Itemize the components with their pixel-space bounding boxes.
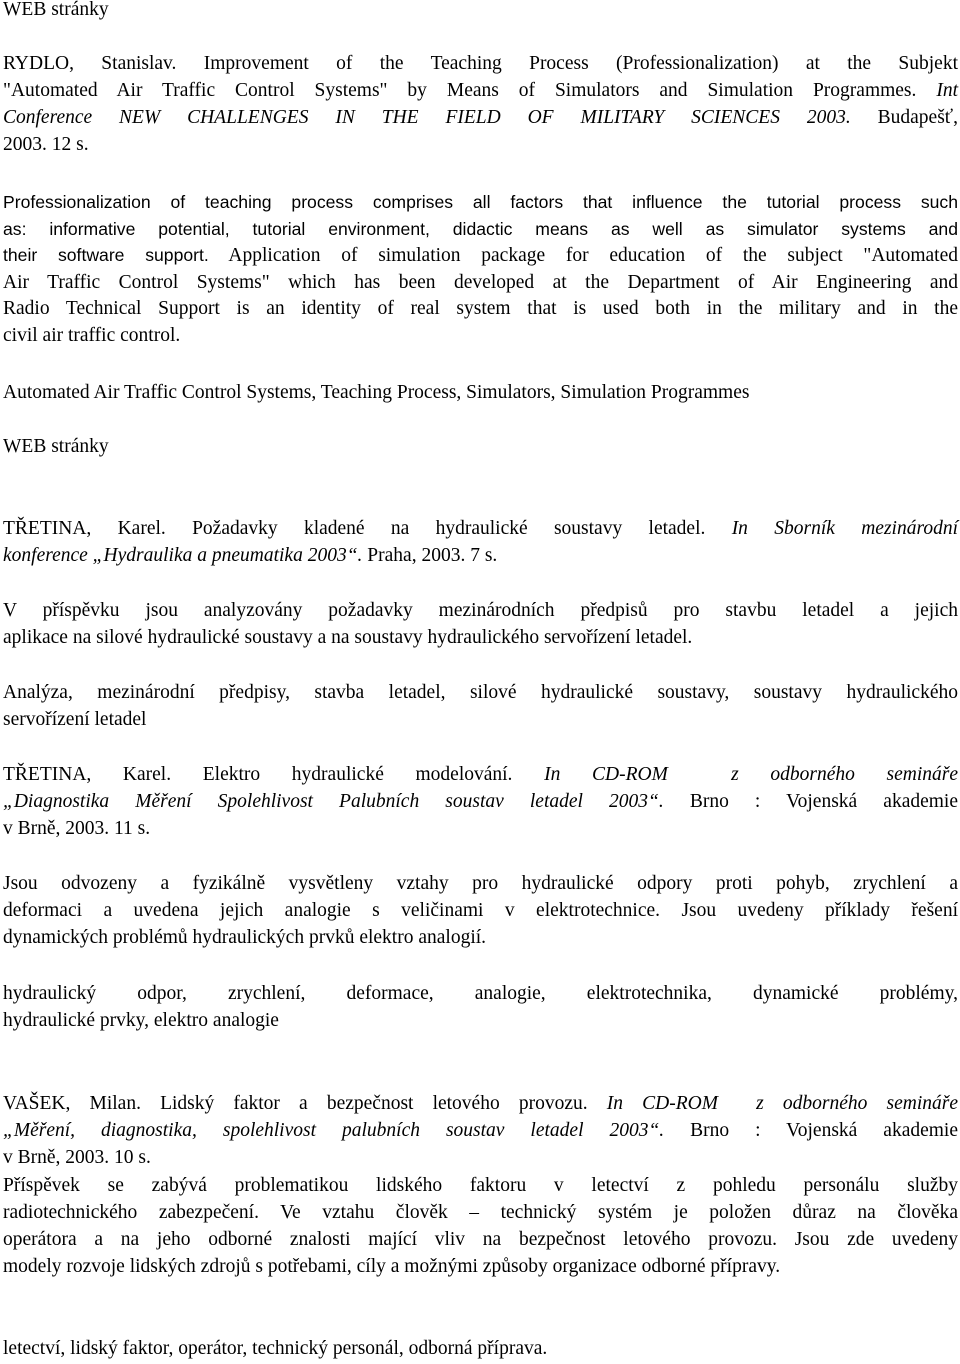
- entry2-abstract: V příspěvku jsou analyzovány požadavky mezinárodních předpisů pro stavbu letadel a jejich aplikace na silové hydraulické soustavy a na soustavy hydraulického servořízení letadel.: [3, 600, 958, 648]
- entry4-citation: VAŠEK, Milan. Lidský faktor a bezpečnost letového provozu. In CD-ROM z odborného semináře „Měření, diagnostika, spolehlivost palubních soustav letadel 2003“. Brno : Vojenská akademie v Brně, 2003. 10 s.: [3, 1093, 959, 1168]
- entry2-citation: TŘETINA, Karel. Požadavky kladené na hydraulické soustavy letadel. In Sborník mezinárodní konference „Hydraulika a pneumatika 2003“. Praha, 2003. 7 s.: [3, 518, 958, 566]
- entry1-keywords: Automated Air Traffic Control Systems, Teaching Process, Simulators, Simulation Programmes: [3, 382, 750, 403]
- web-label-top: WEB stránky: [3, 0, 109, 20]
- entry3-citation: TŘETINA, Karel. Elektro hydraulické modelování. In CD-ROM z odborného semináře „Diagnostika Měření Spolehlivost Palubních soustav letadel 2003“. Brno : Vojenská akademie v Brně, 2003. 11 s.: [3, 764, 958, 839]
- entry1-web-label: WEB stránky: [3, 436, 109, 457]
- entry3-abstract: Jsou odvozeny a fyzikálně vysvětleny vztahy pro hydraulické odpory proti pohyb, zrychlení a deformaci a uvedena jejich analogie s veličinami v elektrotechnice. Jsou uvedeny příklady řešení dynamických problémů hydraulických prvků elektro analogií.: [3, 873, 958, 948]
- entry3-keywords: hydraulický odpor, zrychlení, deformace, analogie, elektrotechnika, dynamické problémy, hydraulické prvky, elektro analogie: [3, 983, 958, 1031]
- entry4-abstract: Příspěvek se zabývá problematikou lidského faktoru v letectví z pohledu personálu služby radiotechnického zabezpečení. Ve vztahu člověk – technický systém je položen důraz na člověka operátora a na jeho odborné znalosti mající vliv na bezpečnost letového provozu. Jsou zde uvedeny modely rozvoje lidských zdrojů s potřebami, cíly a možnými způsoby organizace odborné přípravy.: [3, 1175, 958, 1277]
- entry4-keywords: letectví, lidský faktor, operátor, technický personál, odborná příprava.: [3, 1338, 548, 1359]
- entry2-keywords: Analýza, mezinárodní předpisy, stavba letadel, silové hydraulické soustavy, soustavy hydraulického servořízení letadel: [3, 682, 958, 730]
- entry1-citation: RYDLO, Stanislav. Improvement of the Teaching Process (Professionalization) at the Subjekt "Automated Air Traffic Control Systems" by Means of Simulators and Simulation Programmes. Int Conference NEW CHALLENGES IN THE FIELD OF MILITARY SCIENCES 2003. Budapešť, 2003. 12 s.: [3, 53, 958, 155]
- entry1-abstract: Professionalization of teaching process comprises all factors that influence the tutorial process such as: informative potential, tutorial environment, didactic means as well as simulator systems and their software support. Application of simulation package for education of the subject "Automated Air Traffic Control Systems" which has been developed at the Department of Air Engineering and Radio Technical Support is an identity of real system that is used both in the military and in the civil air traffic control.: [3, 192, 958, 346]
